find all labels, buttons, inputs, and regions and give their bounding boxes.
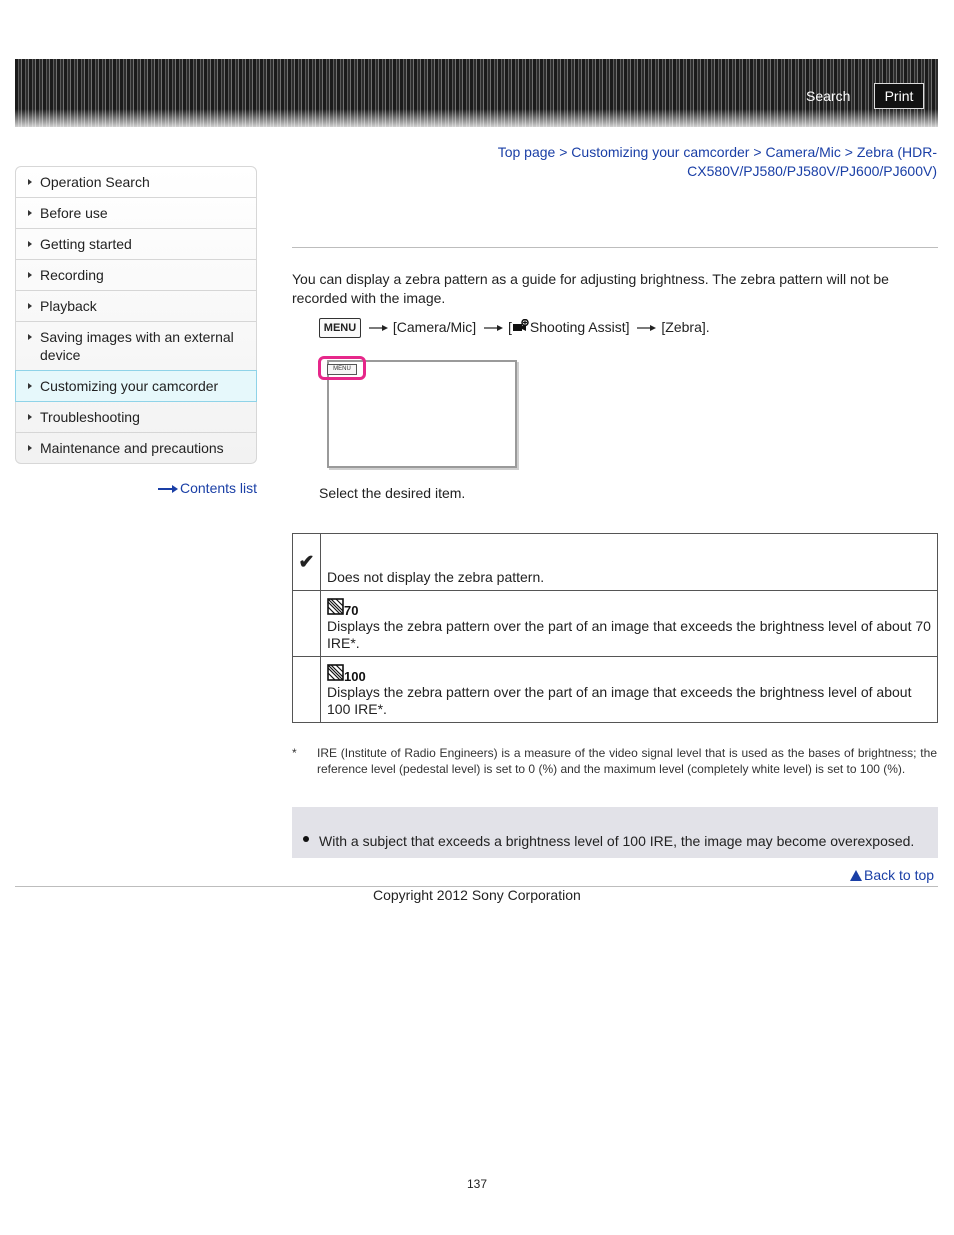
instruction-text: Select the desired item. [319, 485, 466, 501]
option-cell [321, 534, 938, 591]
default-mark-cell [293, 657, 321, 723]
arrow-right-icon [484, 323, 504, 333]
zebra-level-label: 70 [344, 603, 359, 617]
sidebar-item-label: Playback [40, 298, 97, 314]
option-description: Displays the zebra pattern over the part of an image that exceeds the brightness level of about 70 IRE*. [327, 618, 931, 651]
option-cell [321, 591, 938, 657]
table-row [293, 657, 938, 723]
sidebar-item-customizing[interactable] [15, 370, 257, 402]
default-mark-cell [293, 534, 321, 591]
arrow-right-icon [158, 485, 178, 493]
breadcrumb-section[interactable]: Customizing your camcorder [571, 144, 750, 160]
search-link[interactable]: Search [806, 88, 851, 104]
table-row [293, 534, 938, 591]
menu-key-icon: MENU [319, 318, 361, 338]
sidebar-item-maintenance[interactable] [16, 433, 256, 463]
page-number: 137 [467, 1177, 488, 1191]
back-to-top-label: Back to top [864, 867, 935, 883]
path-step-shooting-assist: Shooting Assist] [529, 319, 630, 335]
path-step-camera-mic: [Camera/Mic] [392, 319, 477, 335]
footnote-marker: * [292, 746, 297, 760]
breadcrumb [467, 143, 937, 181]
breadcrumb-subsection[interactable]: Camera/Mic [765, 144, 841, 160]
zebra-100-icon [327, 664, 367, 683]
note-text: With a subject that exceeds a brightness level of 100 IRE, the image may become overexposed. [319, 833, 915, 849]
sidebar-item-label: Operation Search [40, 174, 150, 190]
screen-menu-button: MENU [327, 364, 357, 375]
print-button[interactable]: Print [874, 83, 924, 109]
chevron-right-icon [28, 383, 32, 389]
path-step-zebra: [Zebra]. [661, 319, 710, 335]
sidebar-item-before-use[interactable] [16, 198, 256, 229]
sidebar-item-operation-search[interactable] [16, 167, 256, 198]
zebra-level-label: 100 [344, 669, 366, 683]
triangle-up-icon [850, 870, 862, 881]
chevron-right-icon [28, 303, 32, 309]
sidebar-item-label: Saving images with an external device [40, 329, 234, 363]
sidebar-item-label: Troubleshooting [40, 409, 140, 425]
title-divider [292, 247, 938, 248]
default-mark-cell [293, 591, 321, 657]
option-description: Displays the zebra pattern over the part of an image that exceeds the brightness level of about 100 IRE*. [327, 684, 912, 717]
sidebar-item-saving-images[interactable] [16, 322, 256, 371]
header-bar [15, 59, 938, 127]
contents-list-link[interactable] [158, 480, 257, 496]
path-bracket: [ [508, 319, 512, 335]
copyright-text: Copyright 2012 Sony Corporation [373, 887, 581, 903]
breadcrumb-separator: > [749, 144, 766, 160]
sidebar-item-label: Customizing your camcorder [40, 378, 219, 394]
sidebar-nav [15, 166, 257, 464]
options-table [292, 533, 938, 723]
arrow-right-icon [369, 323, 389, 333]
back-to-top-link[interactable] [850, 867, 934, 883]
sidebar-item-recording[interactable] [16, 260, 256, 291]
breadcrumb-current[interactable]: Zebra (HDR- [856, 144, 937, 160]
chevron-right-icon [28, 272, 32, 278]
chevron-right-icon [28, 445, 32, 451]
zebra-70-icon [327, 598, 363, 617]
menu-path [319, 314, 710, 340]
bullet-icon [303, 836, 309, 842]
sidebar-item-label: Before use [40, 205, 108, 221]
breadcrumb-current-cont[interactable]: CX580V/PJ580/PJ580V/PJ600/PJ600V) [687, 163, 937, 179]
breadcrumb-top-page[interactable]: Top page [497, 144, 556, 160]
intro-text: You can display a zebra pattern as a guide for adjusting brightness. The zebra pattern will not be recorded with the image. [292, 271, 889, 306]
chevron-right-icon [28, 241, 32, 247]
shooting-assist-icon [512, 319, 530, 333]
note-box [292, 807, 938, 858]
breadcrumb-separator: > [555, 144, 572, 160]
sidebar-item-playback[interactable] [16, 291, 256, 322]
table-row [293, 591, 938, 657]
breadcrumb-separator: > [840, 144, 857, 160]
sidebar-item-label: Maintenance and precautions [40, 440, 224, 456]
footnote [292, 745, 937, 777]
footnote-text: IRE (Institute of Radio Engineers) is a measure of the video signal level that is used as the bases of brightness; the reference level (pedestal level) is set to 0 (%) and the maximum level (completely white level) is set to 100 (%). [317, 746, 937, 776]
sidebar-item-label: Getting started [40, 236, 132, 252]
option-description: Does not display the zebra pattern. [327, 569, 545, 585]
highlighted-menu-button [318, 356, 366, 380]
arrow-right-icon [637, 323, 657, 333]
chevron-right-icon [28, 210, 32, 216]
checkmark-icon: ✔ [298, 551, 315, 573]
option-cell [321, 657, 938, 723]
sidebar-item-label: Recording [40, 267, 104, 283]
contents-list-label: Contents list [180, 480, 258, 496]
chevron-right-icon [28, 179, 32, 185]
chevron-right-icon [28, 334, 32, 340]
sidebar-item-getting-started[interactable] [16, 229, 256, 260]
chevron-right-icon [28, 414, 32, 420]
sidebar-item-troubleshooting[interactable] [16, 402, 256, 433]
